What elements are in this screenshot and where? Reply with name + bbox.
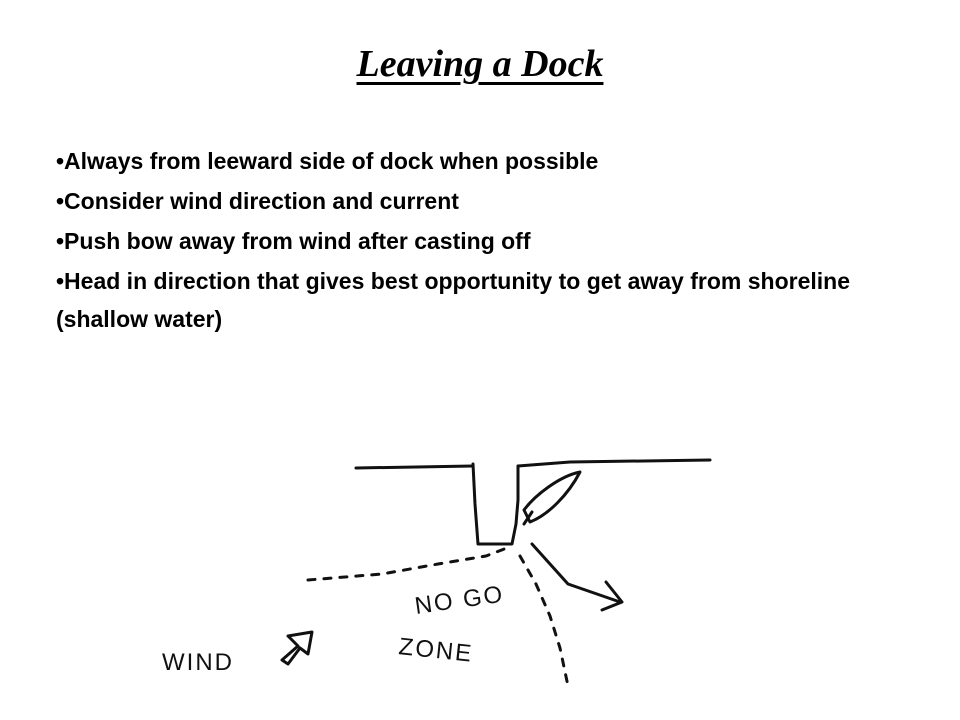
slide-title: Leaving a Dock <box>356 43 604 85</box>
wind-label: WIND <box>162 649 234 676</box>
no-go-boundary-left <box>308 546 512 580</box>
dock-sketch-diagram <box>140 440 740 700</box>
shoreline-left <box>356 466 473 468</box>
shoreline-right <box>518 460 710 466</box>
no-go-label-line1: NO GO <box>413 580 506 620</box>
departure-arrow-line <box>532 544 620 602</box>
bullet-item: •Always from leeward side of dock when possible <box>56 148 599 174</box>
boat-hull <box>524 472 580 522</box>
bullet-item: •Head in direction that gives best opportunity to get away from shoreline (shallow water) <box>56 268 850 332</box>
dock-pier <box>473 464 518 544</box>
bullet-item: •Push bow away from wind after casting off <box>56 228 531 254</box>
no-go-label-line2: ZONE <box>397 633 475 668</box>
bullet-item: •Consider wind direction and current <box>56 188 459 214</box>
wind-arrow-icon <box>282 632 312 664</box>
bullet-list <box>56 142 916 338</box>
